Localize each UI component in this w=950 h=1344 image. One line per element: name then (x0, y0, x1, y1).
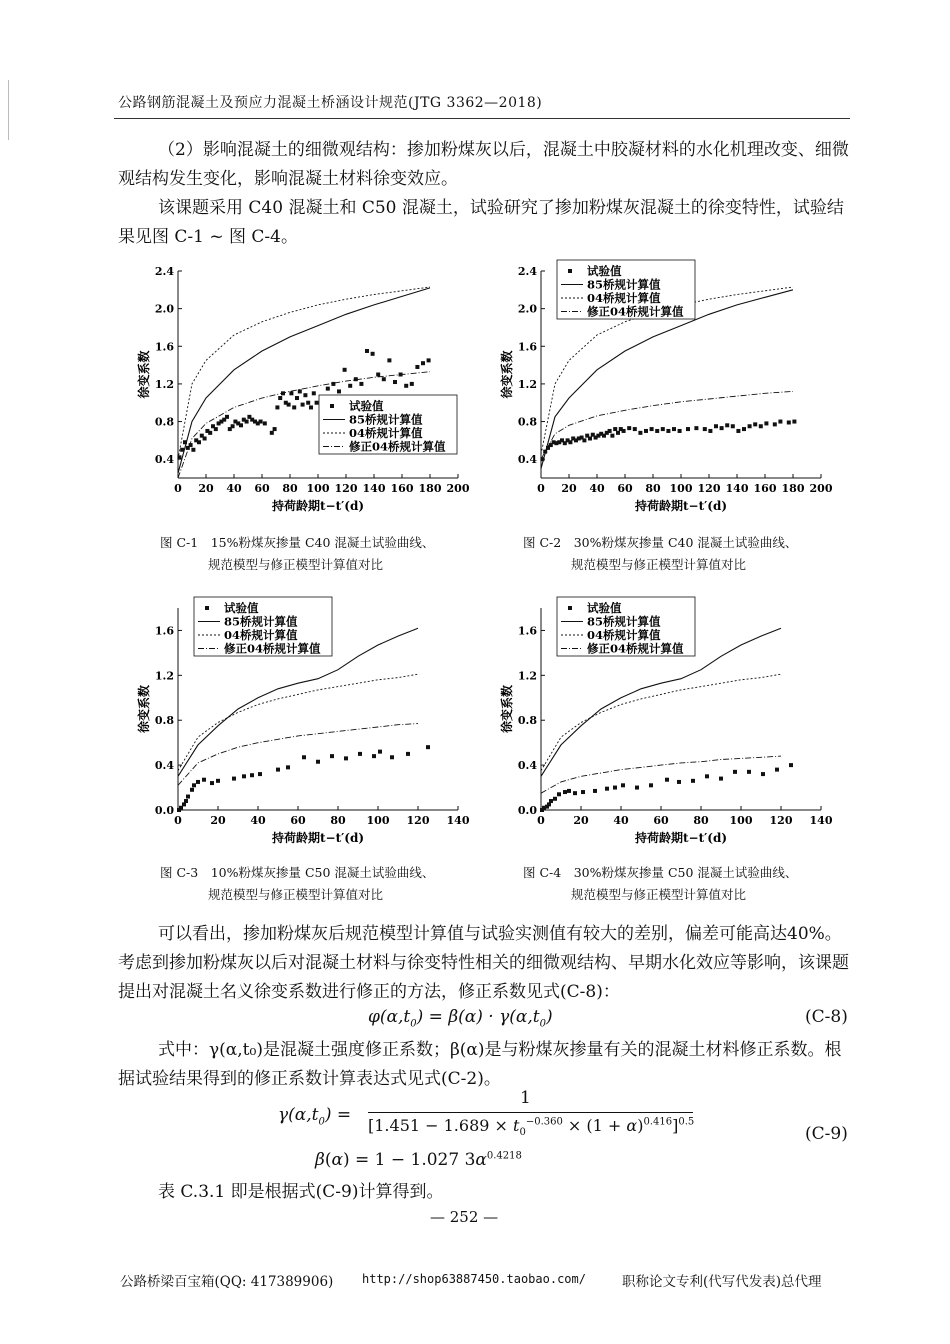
x-tick-label: 80 (282, 482, 298, 495)
data-point (289, 391, 293, 395)
data-point (567, 789, 571, 793)
data-point (610, 434, 614, 438)
y-tick-label: 0.8 (517, 714, 537, 728)
y-tick-label: 1.2 (517, 377, 537, 391)
data-point (605, 787, 609, 791)
legend-label: 85桥规计算值 (349, 412, 423, 427)
data-point (245, 420, 249, 424)
data-point (736, 429, 740, 433)
data-point (649, 783, 653, 787)
y-tick-label: 0.8 (154, 415, 174, 429)
x-tick-label: 20 (561, 482, 577, 495)
y-axis-label: 徐变系数 (137, 684, 151, 734)
data-point (382, 377, 386, 381)
caption-line: 规范模型与修正模型计算值对比 (208, 557, 384, 572)
data-point (196, 780, 200, 784)
data-point (415, 365, 419, 369)
data-point (655, 429, 659, 433)
data-point (568, 440, 572, 444)
y-tick-label: 0.0 (154, 804, 174, 817)
legend-label: 试验值 (587, 264, 622, 278)
data-point (616, 431, 620, 435)
data-point (719, 777, 723, 781)
data-point (773, 422, 777, 426)
x-tick-label: 100 (669, 482, 693, 495)
data-point (393, 380, 397, 384)
data-point (302, 755, 306, 759)
data-point (372, 754, 376, 758)
data-point (239, 423, 243, 427)
data-point (376, 373, 380, 377)
data-point (644, 429, 648, 433)
data-point (733, 770, 737, 774)
data-point (426, 745, 430, 749)
data-point (365, 349, 369, 353)
data-point (789, 763, 793, 767)
data-point (406, 752, 410, 756)
data-point (275, 405, 279, 409)
data-point (208, 431, 212, 435)
legend-label: 修正04桥规计算值 (587, 641, 684, 656)
y-axis-label: 徐变系数 (137, 350, 151, 399)
equation-c8-number: (C-8) (805, 1007, 848, 1027)
x-tick-label: 160 (390, 482, 414, 495)
legend-label: 85桥规计算值 (224, 614, 298, 629)
caption-line: 规范模型与修正模型计算值对比 (571, 887, 747, 902)
data-point (312, 391, 316, 395)
data-point (705, 774, 709, 778)
data-point (633, 427, 637, 431)
x-tick-label: 80 (645, 482, 661, 495)
y-tick-label: 2.0 (154, 302, 174, 316)
series-line (541, 674, 781, 771)
data-point (286, 765, 290, 769)
data-point (621, 783, 625, 787)
data-point (703, 427, 707, 431)
x-tick-label: 20 (573, 814, 589, 827)
legend-marker (568, 606, 572, 610)
x-tick-label: 40 (226, 482, 242, 495)
data-point (214, 427, 218, 431)
y-tick-label: 0.0 (517, 804, 537, 817)
paragraph-4: 式中：γ(α,t₀)是混凝土强度修正系数；β(α)是与粉煤灰掺量有关的混凝土材料修正系数。根据试验结果得到的修正系数计算表达式见式(C-2)。 (118, 1040, 842, 1089)
data-point (263, 421, 267, 425)
figure-caption-c4 (523, 862, 797, 906)
data-point (720, 426, 724, 430)
data-point (298, 389, 302, 393)
chart-c1 (130, 255, 470, 520)
y-tick-label: 0.4 (154, 759, 174, 773)
data-point (613, 786, 617, 790)
x-tick-label: 80 (693, 814, 709, 827)
x-tick-label: 140 (446, 814, 470, 827)
data-point (778, 420, 782, 424)
x-tick-label: 120 (406, 814, 430, 827)
data-point (427, 358, 431, 362)
data-point (666, 429, 670, 433)
data-point (231, 424, 235, 428)
caption-line: 图 C-2 30%粉煤灰掺量 C40 混凝土试验曲线、 (523, 535, 798, 550)
data-point (792, 420, 796, 424)
x-tick-label: 140 (809, 814, 833, 827)
x-tick-label: 140 (725, 482, 749, 495)
data-point (273, 427, 277, 431)
data-point (708, 429, 712, 433)
data-point (764, 421, 768, 425)
legend-label: 04桥规计算值 (587, 628, 661, 642)
figure-caption-c3 (160, 862, 434, 906)
caption-line: 图 C-1 15%粉煤灰掺量 C40 混凝土试验曲线、 (160, 535, 435, 550)
data-point (725, 423, 729, 427)
data-point (747, 770, 751, 774)
data-point (197, 440, 201, 444)
data-point (759, 424, 763, 428)
equation-c9-beta: β(α) = 1 − 1.027 $3\alpha^{0.4218}$ (315, 1150, 522, 1170)
footer-left: 公路桥梁百宝箱(QQ: 417389906) (120, 1274, 334, 1290)
y-axis-label: 徐变系数 (500, 350, 514, 399)
footer-right: 职称论文专利(代写代发表)总代理 (622, 1274, 822, 1290)
data-point (714, 424, 718, 428)
data-point (309, 405, 313, 409)
data-point (348, 384, 352, 388)
paragraph-1: （2）影响混凝土的细微观结构：掺加粉煤灰以后，混凝土中胶凝材料的水化机理改变、细微观结构发生变化，影响混凝土材料徐变效应。 (118, 140, 849, 189)
data-point (258, 772, 262, 776)
y-tick-label: 1.2 (154, 377, 174, 391)
data-point (371, 352, 375, 356)
data-point (661, 427, 665, 431)
paragraph-2: 该课题采用 C40 混凝土和 C50 混凝土，试验研究了掺加粉煤灰混凝土的徐变特性，试验结果见图 C-1 ~ 图 C-4。 (118, 198, 844, 247)
x-tick-label: 120 (334, 482, 358, 495)
fraction-bar (368, 1112, 693, 1113)
x-tick-label: 100 (729, 814, 753, 827)
data-point (593, 789, 597, 793)
data-point (192, 783, 196, 787)
legend-label: 04桥规计算值 (587, 291, 661, 305)
data-point (742, 427, 746, 431)
data-point (225, 415, 229, 419)
data-point (316, 760, 320, 764)
y-tick-label: 1.2 (154, 669, 174, 683)
data-point (184, 799, 188, 803)
data-point (731, 424, 735, 428)
y-tick-label: 2.0 (517, 302, 537, 316)
chart-c3 (130, 592, 470, 852)
data-point (210, 781, 214, 785)
data-point (622, 429, 626, 433)
x-tick-label: 0 (174, 482, 182, 495)
x-tick-label: 20 (210, 814, 226, 827)
x-axis-label: 持荷龄期t−t′(d) (271, 499, 365, 513)
equation-c9-denominator: $[1.451 - 1.689 \times t_0^{-0.360} \times (1 + \alpha)^{0.416}]^{0.5}$ (368, 1116, 695, 1139)
data-point (295, 396, 299, 400)
x-tick-label: 100 (366, 814, 390, 827)
y-tick-label: 1.6 (154, 340, 174, 354)
x-tick-label: 140 (362, 482, 386, 495)
data-point (202, 778, 206, 782)
data-point (613, 427, 617, 431)
paragraph-3: 可以看出，掺加粉煤灰后规范模型计算值与试验实测值有较大的差别，偏差可能高达40%。考虑到掺加粉煤灰以后对混凝土材料与徐变特性相关的细微观结构、早期水化效应等影响，该课题提出对混凝土名义徐变系数进行修正的方法，修正系数见式(C-8)： (118, 924, 849, 1002)
data-point (216, 779, 220, 783)
legend-label: 04桥规计算值 (349, 426, 423, 440)
legend-label: 修正04桥规计算值 (349, 439, 446, 454)
caption-line: 规范模型与修正模型计算值对比 (571, 557, 747, 572)
data-point (242, 774, 246, 778)
data-point (686, 427, 690, 431)
caption-line: 规范模型与修正模型计算值对比 (208, 887, 384, 902)
series-line (178, 724, 418, 786)
paragraph-5: 表 C.3.1 即是根据式(C-9)计算得到。 (158, 1182, 444, 1202)
data-point (557, 792, 561, 796)
data-point (677, 780, 681, 784)
legend-label: 试验值 (349, 399, 384, 413)
x-tick-label: 60 (254, 482, 270, 495)
data-point (287, 403, 291, 407)
y-tick-label: 1.6 (154, 624, 174, 638)
data-point (581, 790, 585, 794)
data-point (232, 777, 236, 781)
data-point (358, 752, 362, 756)
data-point (326, 387, 330, 391)
footer-link[interactable]: http://shop63887450.taobao.com/ (362, 1272, 586, 1286)
equation-c8: $\varphi(\alpha,t_0) = \beta(\alpha) \cdot \gamma(\alpha,t_0)$ (368, 1007, 553, 1030)
y-axis-label: 徐变系数 (500, 684, 514, 734)
data-point (638, 431, 642, 435)
data-point (191, 448, 195, 452)
data-point (292, 405, 296, 409)
data-point (650, 427, 654, 431)
y-tick-label: 1.6 (517, 340, 537, 354)
data-point (390, 755, 394, 759)
legend-label: 修正04桥规计算值 (587, 304, 684, 319)
caption-line: 图 C-3 10%粉煤灰掺量 C50 混凝土试验曲线、 (160, 865, 435, 880)
data-point (190, 788, 194, 792)
x-tick-label: 60 (617, 482, 633, 495)
data-point (359, 382, 363, 386)
series-line (178, 674, 418, 771)
running-header: 公路钢筋混凝土及预应力混凝土桥涵设计规范(JTG 3362—2018) (118, 95, 543, 111)
data-point (337, 389, 341, 393)
legend-marker (205, 606, 209, 610)
x-tick-label: 0 (174, 814, 182, 827)
page-number: — 252 — (430, 1208, 499, 1226)
data-point (678, 429, 682, 433)
x-tick-label: 200 (446, 482, 470, 495)
legend-marker (568, 269, 572, 273)
x-tick-label: 180 (781, 482, 805, 495)
caption-line: 图 C-4 30%粉煤灰掺量 C50 混凝土试验曲线、 (523, 865, 798, 880)
data-point (775, 768, 779, 772)
figure-caption-c2 (523, 532, 797, 576)
x-tick-label: 20 (198, 482, 214, 495)
y-tick-label: 0.8 (154, 714, 174, 728)
chart-c2 (493, 255, 833, 520)
data-point (582, 438, 586, 442)
x-tick-label: 0 (537, 482, 545, 495)
x-tick-label: 100 (306, 482, 330, 495)
data-point (331, 382, 335, 386)
x-tick-label: 120 (697, 482, 721, 495)
data-point (563, 790, 567, 794)
x-axis-label: 持荷龄期t−t′(d) (271, 831, 365, 845)
data-point (387, 358, 391, 362)
series-line (541, 756, 781, 793)
legend-label: 85桥规计算值 (587, 277, 661, 292)
data-point (665, 778, 669, 782)
legend-label: 试验值 (587, 601, 622, 615)
x-tick-label: 40 (589, 482, 605, 495)
header-rule (114, 118, 850, 119)
x-tick-label: 180 (418, 482, 442, 495)
legend-label: 85桥规计算值 (587, 614, 661, 629)
legend-marker (330, 404, 334, 408)
x-axis-label: 持荷龄期t−t′(d) (634, 499, 728, 513)
data-point (404, 384, 408, 388)
y-tick-label: 0.4 (517, 453, 537, 467)
y-tick-label: 2.4 (517, 265, 537, 278)
data-point (186, 795, 190, 799)
y-tick-label: 0.4 (517, 759, 537, 773)
data-point (278, 396, 282, 400)
data-point (588, 436, 592, 440)
data-point (748, 424, 752, 428)
equation-c9-number: (C-9) (805, 1124, 848, 1144)
x-tick-label: 120 (769, 814, 793, 827)
data-point (276, 768, 280, 772)
data-point (303, 393, 307, 397)
data-point (330, 754, 334, 758)
y-tick-label: 1.6 (517, 624, 537, 638)
data-point (549, 799, 553, 803)
data-point (378, 750, 382, 754)
data-point (672, 427, 676, 431)
data-point (410, 382, 414, 386)
y-tick-label: 0.4 (154, 453, 174, 467)
data-point (421, 361, 425, 365)
data-point (573, 791, 577, 795)
legend-label: 修正04桥规计算值 (224, 641, 321, 656)
y-tick-label: 0.8 (517, 415, 537, 429)
equation-c9-gamma: $\gamma(\alpha,t_0)$ = (278, 1105, 352, 1128)
data-point (753, 422, 757, 426)
legend-label: 试验值 (224, 601, 259, 615)
data-point (691, 779, 695, 783)
data-point (787, 420, 791, 424)
y-tick-label: 2.4 (154, 265, 174, 278)
chart-c4 (493, 592, 833, 852)
data-point (259, 420, 263, 424)
data-point (694, 426, 698, 430)
data-point (635, 786, 639, 790)
legend-label: 04桥规计算值 (224, 628, 298, 642)
data-point (344, 756, 348, 760)
data-point (306, 401, 310, 405)
x-tick-label: 0 (537, 814, 545, 827)
x-tick-label: 200 (809, 482, 833, 495)
data-point (203, 436, 207, 440)
data-point (553, 797, 557, 801)
data-point (761, 772, 765, 776)
figure-caption-c1 (160, 532, 434, 576)
x-tick-label: 40 (250, 814, 266, 827)
data-point (608, 429, 612, 433)
data-point (343, 368, 347, 372)
x-tick-label: 160 (753, 482, 777, 495)
x-tick-label: 60 (653, 814, 669, 827)
x-tick-label: 60 (290, 814, 306, 827)
data-point (270, 431, 274, 435)
x-axis-label: 持荷龄期t−t′(d) (634, 831, 728, 845)
data-point (315, 401, 319, 405)
data-point (250, 773, 254, 777)
data-point (301, 403, 305, 407)
x-tick-label: 80 (330, 814, 346, 827)
data-point (627, 426, 631, 430)
scan-margin-line (8, 80, 9, 140)
equation-c9-numerator: 1 (520, 1088, 531, 1108)
y-tick-label: 1.2 (517, 669, 537, 683)
x-tick-label: 40 (613, 814, 629, 827)
